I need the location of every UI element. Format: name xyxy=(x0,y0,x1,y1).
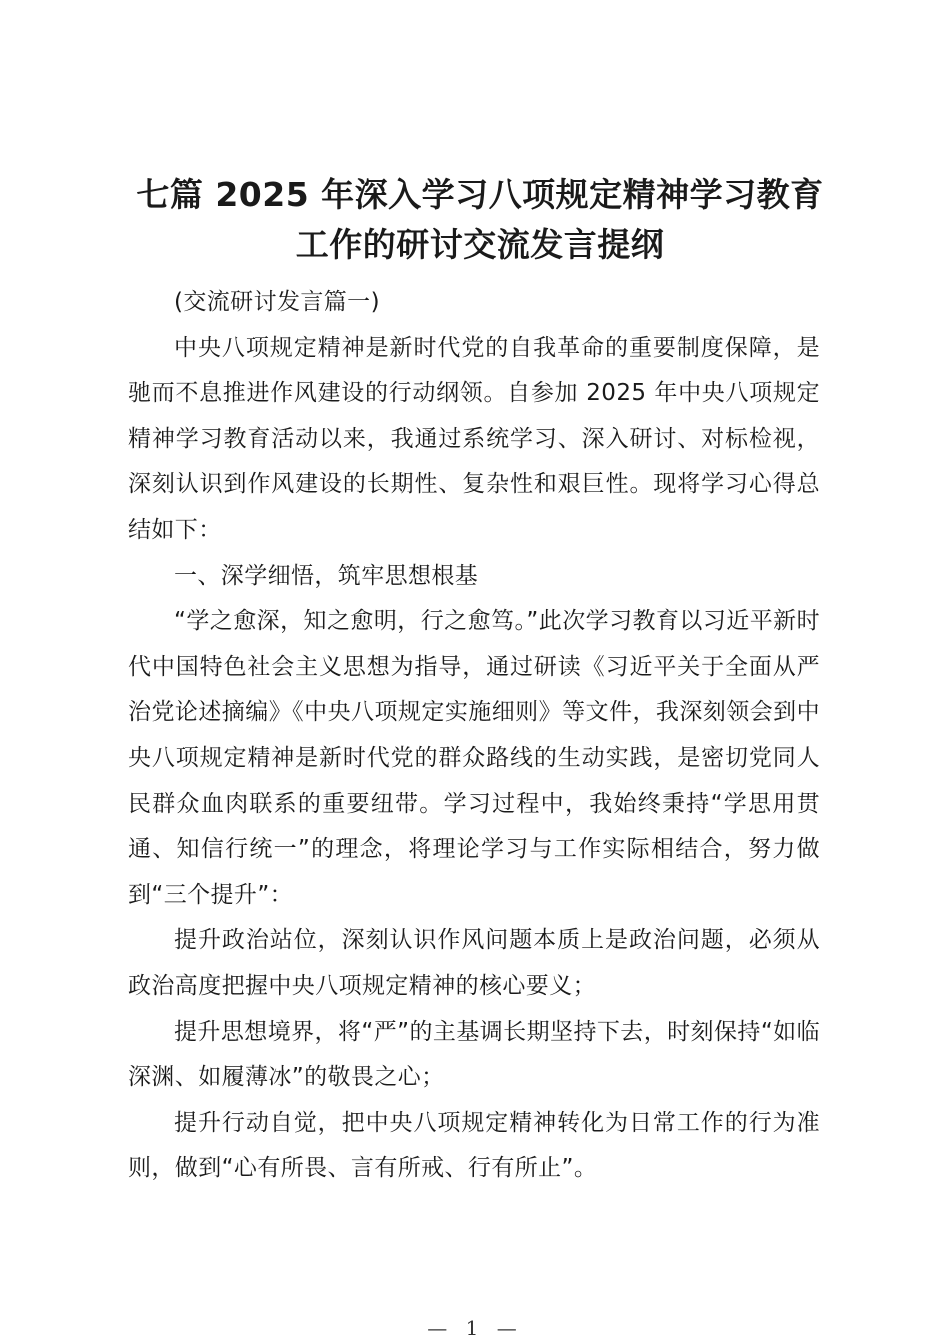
intro-paragraph: 中央八项规定精神是新时代党的自我革命的重要制度保障，是驰而不息推进作风建设的行动纲领。自参加 2025 年中央八项规定精神学习教育活动以来，我通过系统学习、深入研讨、对标检视，深刻认识到作风建设的长期性、复杂性和艰巨性。现将学习心得总结如下： xyxy=(128,334,820,543)
body-paragraph: “学之愈深，知之愈明，行之愈笃。”此次学习教育以习近平新时代中国特色社会主义思想为指导，通过研读《习近平关于全面从严治党论述摘编》《中央八项规定实施细则》等文件，我深刻领会到中央八项规定精神是新时代党的群众路线的生动实践，是密切党同人民群众血肉联系的重要纽带。学习过程中，我始终秉持“学思用贯通、知信行统一”的理念，将理论学习与工作实际相结合，努力做到“三个提升”： xyxy=(128,608,820,908)
section-subtitle: (交流研讨发言篇一) xyxy=(174,289,380,315)
list-paragraph-2: 提升思想境界，将“严”的主基调长期坚持下去，时刻保持“如临深渊、如履薄冰”的敬畏之心； xyxy=(128,1018,820,1091)
page-number: — 1 — xyxy=(427,1316,523,1340)
list-paragraph-1: 提升政治站位，深刻认识作风问题本质上是政治问题，必须从政治高度把握中央八项规定精神的核心要义； xyxy=(128,927,820,999)
list-paragraph-3: 提升行动自觉，把中央八项规定精神转化为日常工作的行为准则，做到“心有所畏、言有所戒、行有所止”。 xyxy=(128,1109,820,1182)
document-title-line-1: 七篇 2025 年深入学习八项规定精神学习教育 xyxy=(136,175,824,214)
section-heading: 一、深学细悟，筑牢思想根基 xyxy=(174,562,479,589)
document-body xyxy=(128,280,820,1192)
document-title-line-2: 工作的研讨交流发言提纲 xyxy=(295,225,665,264)
